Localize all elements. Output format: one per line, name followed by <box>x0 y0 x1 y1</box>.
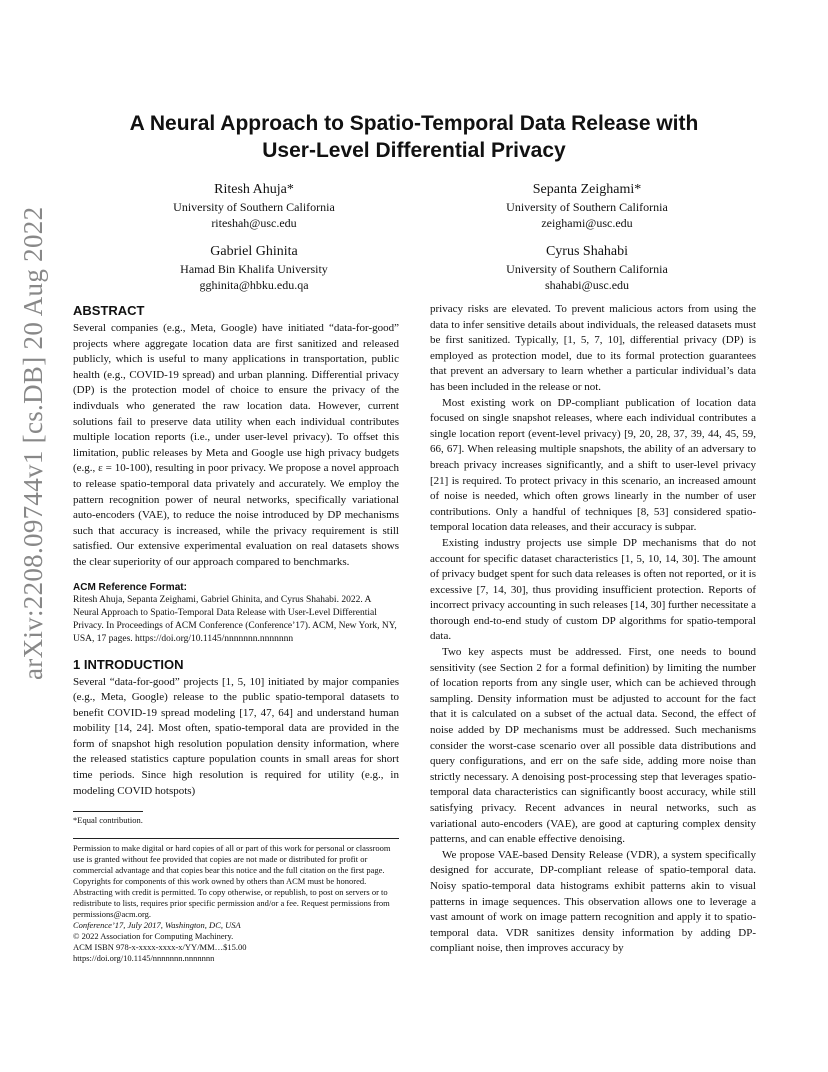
footnote-rule <box>73 811 143 812</box>
arxiv-identifier: arXiv:2208.09744v1 [cs.DB] 20 Aug 2022 <box>18 206 48 680</box>
author-block <box>447 181 727 231</box>
abstract-text: Several companies (e.g., Meta, Google) have initiated “data-for-good” projects where aggregate location data are first sanitized and released publicly, which is useful to many applications in transportation, public health (e.g., COVID-19 spread) and urban planning. Differential privacy (DP) is the protection model of choice to ensure the privacy of the indivduals who generated the raw location data. However, current solutions fail to preserve data utility when each individual contributes multiple location reports (i.e., under user-level privacy). To offset this limitation, public releases by Meta and Google use high privacy budgets (e.g., ε = 10-100), resulting in poor privacy. We propose a novel approach to release spatio-temporal data privately and accurately. We employ the pattern recognition power of neural networks, specifically variational auto-encoders (VAE), to reduce the noise introduced by DP mechanisms such that accuracy is increased, while the privacy requirement is still satisfied. Our extensive experimental evaluation on real datasets shows the clear superiority of our approach compared to benchmarks. <box>73 322 399 568</box>
copyright: © 2022 Association for Computing Machinery. <box>73 931 234 942</box>
introduction-heading: 1 INTRODUCTION <box>73 656 184 672</box>
author-email: shahabi@usc.edu <box>544 278 630 292</box>
footnote: *Equal contribution. <box>73 815 143 826</box>
paper-title <box>80 110 748 164</box>
author-email: gghinita@hbku.edu.qa <box>199 278 309 292</box>
author-block <box>114 181 394 231</box>
right-column <box>430 302 756 957</box>
conference-info: Conference’17, July 2017, Washington, DC, USA <box>73 920 241 931</box>
author-email: riteshah@usc.edu <box>211 216 297 230</box>
reference-format-text: Ritesh Ahuja, Sepanta Zeighami, Gabriel Ghinita, and Cyrus Shahabi. 2022. A Neural Approach to Spatio-Temporal Data Release with User-Level Differential Privacy. In Proceedings of ACM Conference (Conference’17). ACM, New York, NY, USA, 17 pages. https://doi.org/10.1145/nnnnnnn.nnnnnnn <box>73 594 397 644</box>
doi: https://doi.org/10.1145/nnnnnnn.nnnnnnn <box>73 953 215 964</box>
author-affiliation: University of Southern California <box>173 200 335 214</box>
reference-format-heading: ACM Reference Format: <box>73 581 187 593</box>
title-line-2: User-Level Differential Privacy <box>262 139 566 162</box>
author-affiliation: University of Southern California <box>506 200 668 214</box>
author-name: Cyrus Shahabi <box>545 244 629 259</box>
body-paragraph: privacy risks are elevated. To prevent malicious actors from using the data to infer sensitive details about individuals, the released datasets must be first sanitized. Typically, [1, 5, 7, 10], differential privacy (DP) is employed as protection model, due to its formal protection guarantees that prevent an adversary to learn whether a particular individual’s data has been included in the release or not. <box>430 303 756 393</box>
author-name: Sepanta Zeighami* <box>532 182 642 197</box>
body-paragraph: Existing industry projects use simple DP mechanisms that do not account for specific dataset characteristics [1, 5, 10, 14, 30]. The amount of privacy budget spent for such data releases is often not reported, or it is excessive [7, 14, 30], thus providing insufficient protection. Reports of incorrect privacy accounting in such releases [14, 30] further necessitate a thorough end-to-end study of custom DP algorithms for spatio-temporal data. <box>430 536 756 643</box>
title-line-1: A Neural Approach to Spatio-Temporal Data Release with <box>129 112 699 135</box>
permission-text: Permission to make digital or hard copies of all or part of this work for personal or classroom use is granted without fee provided that copies are not made or distributed for profit or commercial advantage and that copies bear this notice and the full citation on the first page. Copyrights for components of this work owned by others than ACM must be honored. Abstracting with credit is permitted. To copy otherwise, or republish, to post on servers or to redistribute to lists, requires prior specific permission and/or a fee. Request permissions from permissions@acm.org. <box>73 843 391 920</box>
author-affiliation: University of Southern California <box>506 262 668 276</box>
author-name: Ritesh Ahuja* <box>214 182 294 197</box>
author-affiliation: Hamad Bin Khalifa University <box>180 262 328 276</box>
isbn: ACM ISBN 978-x-xxxx-xxxx-x/YY/MM…$15.00 <box>73 942 247 953</box>
introduction-text: Several “data-for-good” projects [1, 5, 10] initiated by major companies (e.g., Meta, Google) release to the public spatio-temporal datasets to benefit COVID-19 spread modeling [17, 47, 64] and understand human mobility [14, 24]. Most often, spatio-temporal data are provided in the form of snapshot high resolution population density information, where the released statistics capture population counts in small areas for short time periods. Since high resolution is required for utility (e.g., in modeling COVID hotspots) <box>73 675 399 797</box>
body-paragraph: Most existing work on DP-compliant publication of location data focused on single snapshot releases, where each individual contributes a single location report (event-level privacy) [9, 20, 28, 37, 39, 44, 45, 59, 66, 67]. When releasing multiple snapshots, the ability of an adversary to breach privacy increases significantly, and a shift to user-level privacy [21] is required. To protect privacy in this scenario, an increased amount of noise is needed, which often grows linearly in the number of user contributions. Only a handful of techniques [8, 53] considered spatio-temporal location data releases, and their accuracy is subpar. <box>430 396 756 534</box>
author-block <box>114 243 394 293</box>
permission-rule <box>73 838 399 839</box>
author-block <box>447 243 727 293</box>
permission-notice <box>73 843 399 964</box>
abstract-heading: ABSTRACT <box>73 303 145 318</box>
author-email: zeighami@usc.edu <box>541 216 633 230</box>
body-paragraph: Two key aspects must be addressed. First, one needs to bound sensitivity (see Section 2 for a formal definition) by limiting the number of location reports from any single user, which can be achieved through sampling. Density information must be adjusted to account for the fact that it is calculated on a subset of the actual data. Second, the effect of noise added by DP mechanisms must be addressed. Such mechanisms consider the worst-case scenario over all possible data distributions and query configurations, and err on the safe side, adding more noise than strictly necessary. A denoising post-processing step that leverages spatio-temporal data characteristics can significantly boost accuracy, while still satisfying privacy. Recent advances in neural networks, such as variational auto-encoders (VAE), are good at capturing complex density patterns, and can enable effective denoising. <box>430 646 756 846</box>
author-name: Gabriel Ghinita <box>210 244 298 259</box>
body-paragraph: We propose VAE-based Density Release (VDR), a system specifically designed for accurate, DP-compliant release of spatio-temporal data. Noisy spatio-temporal data histograms exhibit patterns akin to visual patterns in image sequences. This observation allows one to leverage a vast amount of work on image pattern recognition and apply it to spatio-temporal data. VDR sanitizes density information by adding DP-compliant noise, then improves accuracy by <box>430 848 756 955</box>
left-column <box>73 302 399 964</box>
